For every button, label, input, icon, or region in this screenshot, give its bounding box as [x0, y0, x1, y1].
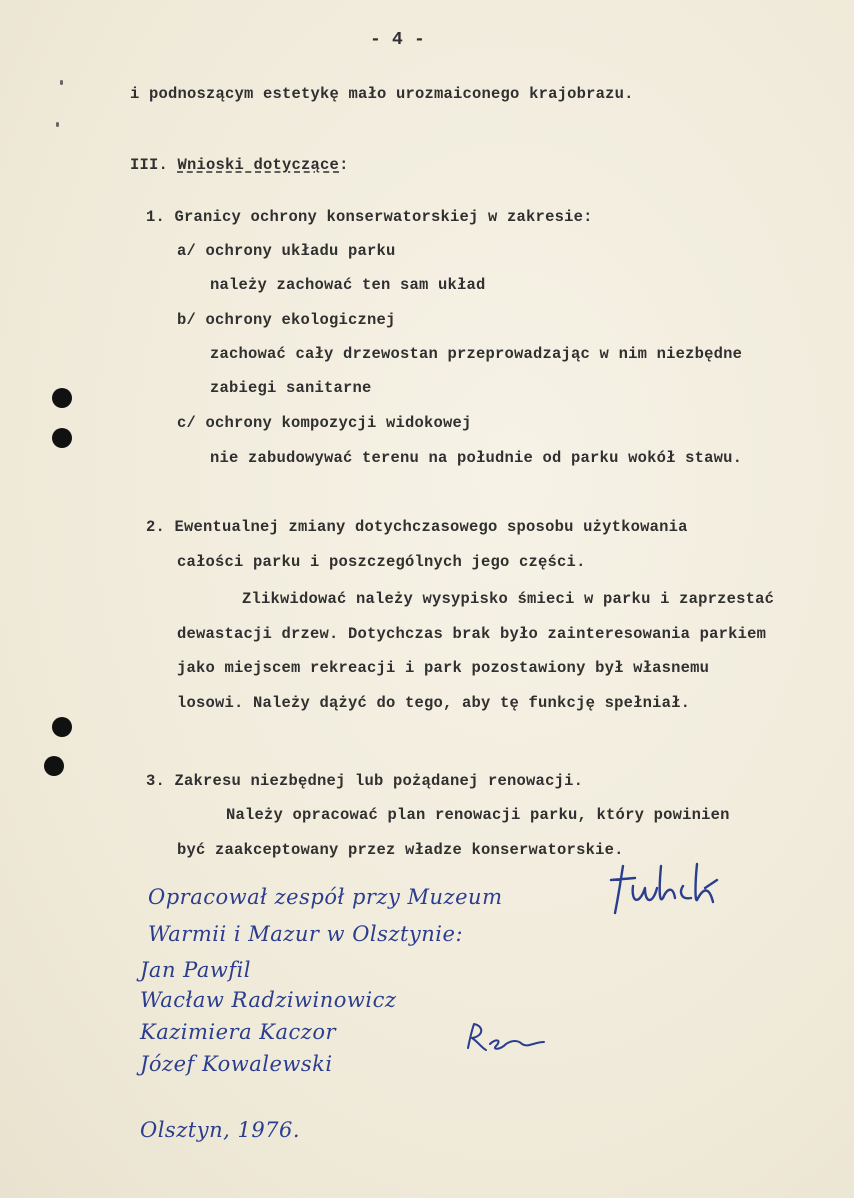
point-3-text: Należy opracować plan renowacji parku, który powinien	[226, 806, 730, 824]
punch-hole	[44, 756, 64, 776]
punch-hole	[52, 717, 72, 737]
page-number: - 4 -	[370, 30, 426, 50]
section-colon: :	[339, 156, 349, 174]
point-3: 3. Zakresu niezbędnej lub pożądanej renowacji.	[146, 772, 584, 790]
paper-speck	[60, 80, 63, 85]
handwritten-name: Jan Pawfil	[140, 958, 252, 982]
point-1c: c/ ochrony kompozycji widokowej	[177, 414, 472, 432]
point-1b-text: zabiegi sanitarne	[210, 379, 372, 397]
section-number: III.	[130, 156, 169, 174]
handwritten-date: Olsztyn, 1976.	[140, 1118, 301, 1142]
handwritten-line: Opracował zespół przy Muzeum	[148, 885, 503, 909]
section-heading	[130, 156, 349, 174]
signature-mark	[460, 1018, 550, 1058]
signature-mark	[605, 858, 735, 928]
point-2-text: jako miejscem rekreacji i park pozostawiony był własnemu	[177, 659, 710, 677]
point-1b-text: zachować cały drzewostan przeprowadzając w nim niezbędne	[210, 345, 743, 363]
section-title: Wnioski dotyczące	[177, 156, 340, 174]
point-2: 2. Ewentualnej zmiany dotychczasowego sposobu użytkowania	[146, 518, 688, 536]
text-line: i podnoszącym estetykę mało urozmaiconego krajobrazu.	[130, 85, 634, 103]
point-2-text: całości parku i poszczególnych jego części.	[177, 553, 586, 571]
handwritten-name: Wacław Radziwinowicz	[140, 988, 397, 1012]
point-1a: a/ ochrony układu parku	[177, 242, 396, 260]
handwritten-line: Warmii i Mazur w Olsztynie:	[148, 922, 464, 946]
point-1c-text: nie zabudowywać terenu na południe od parku wokół stawu.	[210, 449, 743, 467]
paper-speck	[56, 122, 59, 127]
punch-hole	[52, 428, 72, 448]
point-1a-text: należy zachować ten sam układ	[210, 276, 486, 294]
handwritten-name: Józef Kowalewski	[140, 1052, 333, 1076]
point-2-text: Zlikwidować należy wysypisko śmieci w parku i zaprzestać	[242, 590, 775, 608]
point-2-text: dewastacji drzew. Dotychczas brak było zainteresowania parkiem	[177, 625, 767, 643]
punch-hole	[52, 388, 72, 408]
point-1b: b/ ochrony ekologicznej	[177, 311, 396, 329]
handwritten-name: Kazimiera Kaczor	[140, 1020, 336, 1044]
point-1: 1. Granicy ochrony konserwatorskiej w zakresie:	[146, 208, 593, 226]
point-3-text: być zaakceptowany przez władze konserwatorskie.	[177, 841, 624, 859]
point-2-text: losowi. Należy dążyć do tego, aby tę funkcję spełniał.	[177, 694, 691, 712]
